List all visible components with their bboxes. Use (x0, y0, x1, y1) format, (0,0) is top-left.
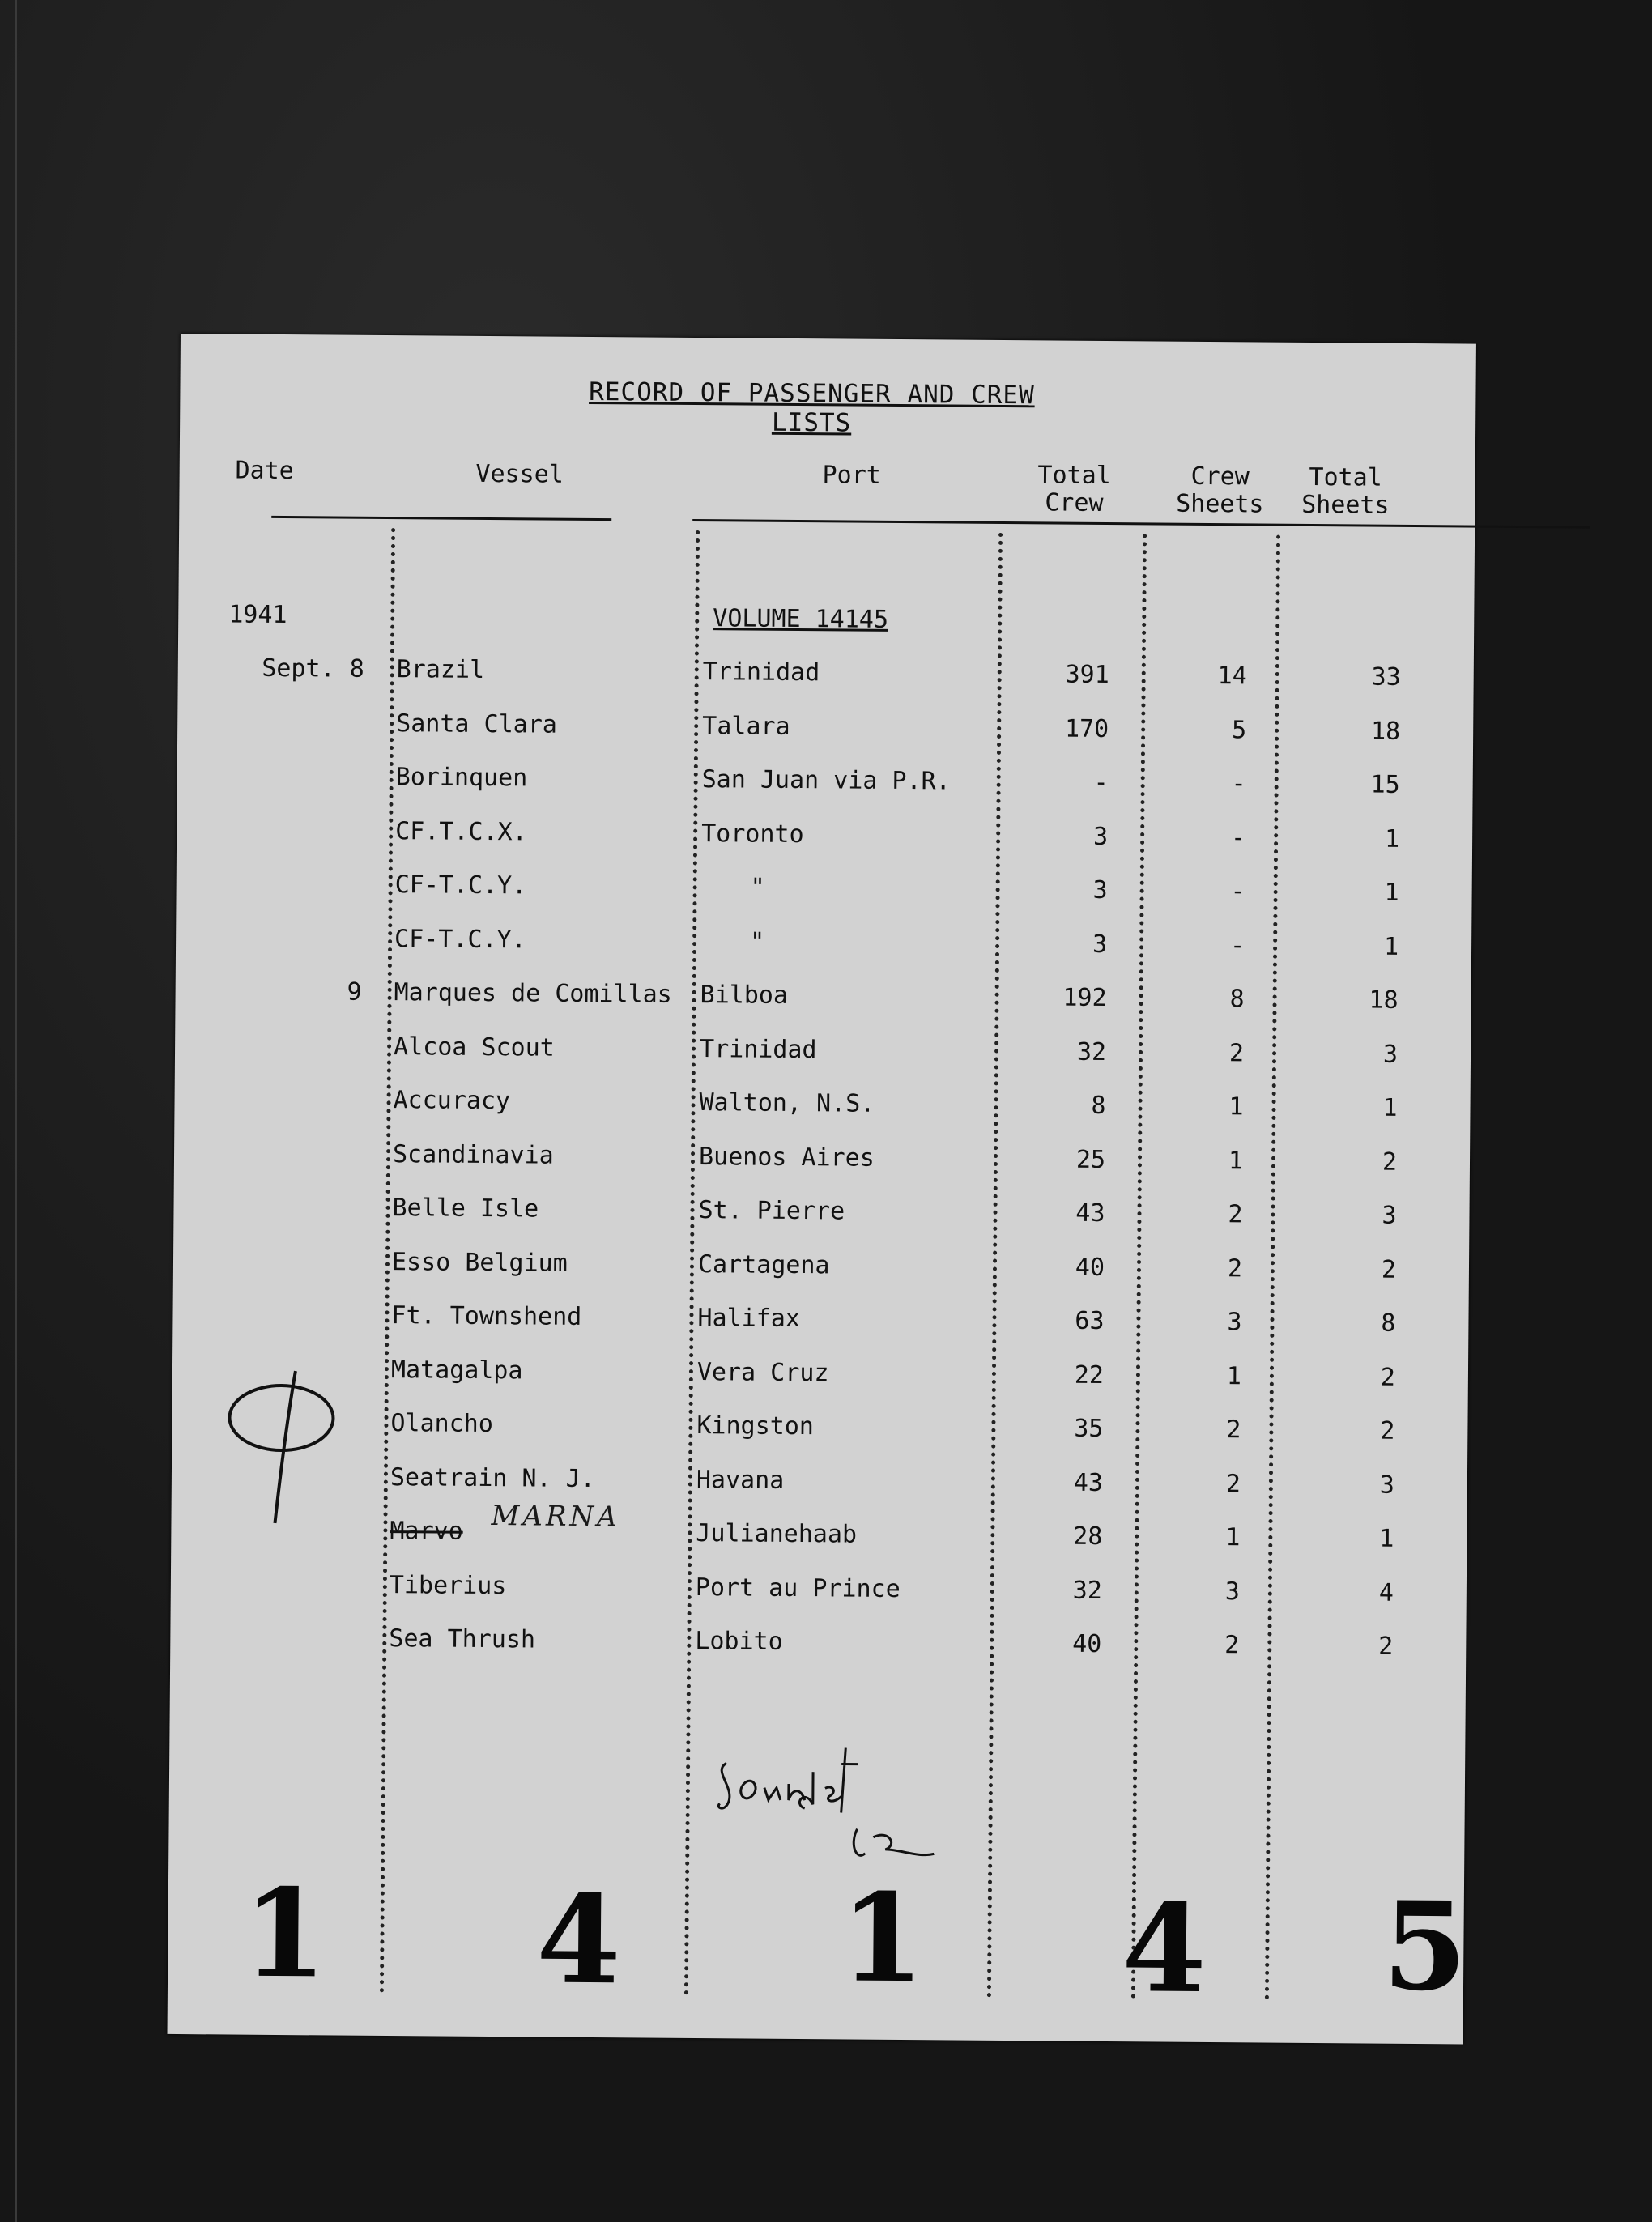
cell-port: Vera Cruz (696, 1357, 829, 1387)
cell-vessel: Seatrain N. J. (390, 1462, 595, 1493)
cell-date (207, 1085, 361, 1086)
cell-crew-sheets: 2 (1226, 1415, 1241, 1445)
header-crew-sheets-line2: Sheets (1176, 489, 1264, 519)
cell-total-sheets: 1 (1379, 1524, 1394, 1553)
cell-total-crew: 35 (1074, 1414, 1104, 1443)
cell-port: Lobito (695, 1627, 783, 1656)
cell-crew-sheets: 1 (1226, 1361, 1242, 1390)
cell-total-sheets: 2 (1378, 1632, 1394, 1661)
cell-total-sheets: 3 (1379, 1471, 1395, 1500)
cell-crew-sheets: - (1230, 877, 1245, 906)
cell-vessel: Brazil (396, 655, 485, 684)
cell-vessel: Marvo (390, 1517, 463, 1546)
cell-crew-sheets: 1 (1228, 1092, 1244, 1122)
cell-vessel: Accuracy (393, 1086, 511, 1116)
cell-port: Trinidad (702, 658, 820, 687)
cell-crew-sheets: 3 (1227, 1308, 1242, 1337)
cell-crew-sheets: - (1230, 823, 1246, 852)
cell-total-crew: 192 (1062, 983, 1107, 1013)
header-total-sheets-line1: Total (1309, 462, 1382, 492)
cell-crew-sheets: 3 (1224, 1577, 1240, 1606)
cell-total-sheets: 2 (1380, 1416, 1395, 1445)
cell-port: San Juan via P.R. (701, 765, 951, 796)
volume-stamp-digit: 5 (1382, 1875, 1468, 2019)
cell-port: Trinidad (699, 1034, 817, 1064)
cell-total-sheets: 1 (1383, 932, 1399, 961)
cell-port: " (750, 873, 765, 902)
year-label: 1941 (228, 600, 287, 630)
handwritten-correction: MARNA (491, 1500, 620, 1534)
volume-label: VOLUME 14145 (713, 604, 889, 634)
cell-total-crew: 22 (1074, 1360, 1105, 1390)
header-total-sheets-line2: Sheets (1301, 490, 1390, 520)
cell-vessel: CF-T.C.Y. (394, 924, 526, 954)
column-separator (1131, 534, 1147, 1999)
cell-crew-sheets: 1 (1225, 1523, 1241, 1552)
cell-crew-sheets: 8 (1229, 985, 1245, 1014)
cell-total-sheets: 1 (1384, 878, 1399, 907)
page-title: RECORD OF PASSENGER AND CREW LISTS (589, 377, 1035, 438)
cell-total-crew: 391 (1065, 660, 1109, 690)
header-total-crew-line2: Crew (1045, 488, 1104, 517)
cell-port: Cartagena (697, 1249, 830, 1279)
cell-port: " (749, 927, 765, 956)
cell-vessel: Santa Clara (396, 709, 558, 739)
cell-total-sheets: 18 (1369, 985, 1399, 1015)
header-crew-sheets (1159, 462, 1281, 518)
cell-date (206, 1300, 360, 1301)
cell-vessel: CF-T.C.Y. (394, 870, 527, 900)
record-sheet (168, 334, 1476, 2045)
cell-crew-sheets: 1 (1228, 1146, 1244, 1175)
cell-date (203, 1570, 357, 1571)
binder-edge (15, 0, 17, 2222)
cell-total-crew: 170 (1064, 714, 1109, 743)
cell-vessel: Borinquen (395, 763, 528, 793)
cell-crew-sheets: 2 (1225, 1469, 1241, 1498)
cell-total-crew: 3 (1092, 822, 1109, 851)
cell-total-sheets: 2 (1380, 1363, 1396, 1392)
cell-total-sheets: 2 (1381, 1255, 1397, 1284)
cell-total-sheets: 1 (1384, 824, 1400, 853)
cell-port: Buenos Aires (698, 1142, 875, 1173)
cell-vessel: Alcoa Scout (393, 1032, 555, 1062)
phi-mark (219, 1354, 351, 1533)
cell-crew-sheets: 14 (1217, 662, 1247, 691)
cell-date (206, 1139, 360, 1140)
cell-total-crew: 32 (1076, 1037, 1107, 1066)
cell-total-sheets: 2 (1382, 1147, 1398, 1177)
column-separator (1265, 535, 1280, 2001)
volume-stamp-digit: 1 (241, 1862, 328, 2006)
volume-stamp-digit: 4 (535, 1868, 622, 2012)
header-port: Port (822, 461, 881, 490)
cell-crew-sheets: 2 (1228, 1038, 1245, 1067)
cell-crew-sheets: 5 (1231, 715, 1247, 744)
cell-total-crew: 25 (1075, 1145, 1106, 1174)
cell-date: Sept. 8 (262, 653, 364, 683)
cell-total-sheets: 33 (1371, 662, 1401, 692)
cell-total-sheets: 4 (1378, 1578, 1394, 1607)
cell-port: Kingston (696, 1411, 815, 1441)
cell-date: 9 (347, 977, 362, 1007)
cell-total-crew: 43 (1073, 1468, 1104, 1497)
cell-port: Julianehaab (696, 1519, 858, 1549)
cell-port: St. Pierre (698, 1196, 845, 1226)
cell-vessel: Matagalpa (390, 1355, 523, 1385)
cell-total-crew: 3 (1092, 930, 1108, 959)
cell-date (208, 924, 362, 925)
cell-vessel: Sea Thrush (389, 1624, 536, 1654)
cell-crew-sheets: 2 (1227, 1254, 1243, 1283)
cell-vessel: Ft. Townshend (391, 1301, 582, 1331)
header-crew-sheets-line1: Crew (1190, 462, 1250, 492)
header-total-crew-line1: Total (1037, 461, 1111, 491)
header-total-crew (1013, 462, 1135, 517)
cell-total-crew: 40 (1072, 1629, 1102, 1658)
cell-crew-sheets: 2 (1224, 1631, 1240, 1660)
cell-crew-sheets: - (1231, 769, 1246, 798)
cell-total-sheets: 8 (1381, 1309, 1396, 1338)
cell-port: Walton, N.S. (699, 1088, 875, 1118)
cell-date (209, 816, 363, 817)
cell-vessel: CF.T.C.X. (395, 816, 527, 846)
cell-total-sheets: 1 (1382, 1093, 1398, 1122)
header-rule (692, 519, 1590, 529)
cell-vessel: Olancho (390, 1409, 494, 1439)
cell-port: Toronto (701, 819, 804, 849)
cell-vessel: Esso Belgium (391, 1247, 568, 1278)
cell-total-crew: - (1093, 768, 1109, 798)
cell-total-sheets: 3 (1382, 1201, 1397, 1230)
cell-crew-sheets: 2 (1228, 1200, 1243, 1229)
cell-date (210, 762, 364, 763)
cell-total-sheets: 3 (1382, 1040, 1399, 1069)
cell-total-crew: 43 (1075, 1198, 1105, 1228)
cell-total-sheets: 18 (1370, 717, 1401, 746)
cell-total-crew: 3 (1092, 875, 1108, 905)
header-vessel: Vessel (475, 459, 564, 489)
cell-total-crew: 32 (1072, 1576, 1102, 1605)
cell-date (206, 1193, 360, 1194)
cell-port: Bilboa (700, 981, 789, 1010)
cell-vessel: Belle Isle (392, 1194, 539, 1224)
cell-total-sheets: 15 (1370, 770, 1400, 799)
cell-total-crew: 28 (1073, 1522, 1103, 1551)
cell-port: Port au Prince (695, 1573, 901, 1603)
header-rule (271, 516, 611, 521)
cell-vessel: Marques de Comillas (394, 978, 672, 1009)
header-total-sheets (1280, 464, 1411, 520)
cell-crew-sheets: - (1229, 930, 1245, 960)
cell-total-crew: 63 (1075, 1306, 1105, 1335)
cell-port: Talara (702, 711, 790, 741)
cell-vessel: Scandinavia (392, 1139, 554, 1170)
cell-date (206, 1247, 360, 1248)
cell-vessel: Tiberius (389, 1570, 507, 1600)
volume-stamp-digit: 1 (839, 1867, 926, 2011)
cell-total-crew: 40 (1075, 1253, 1105, 1282)
volume-stamp-digit: 4 (1121, 1877, 1207, 2021)
header-date: Date (235, 456, 294, 486)
cell-port: Havana (696, 1465, 785, 1495)
cell-port: Halifax (697, 1304, 801, 1334)
cell-total-crew: 8 (1091, 1091, 1106, 1121)
